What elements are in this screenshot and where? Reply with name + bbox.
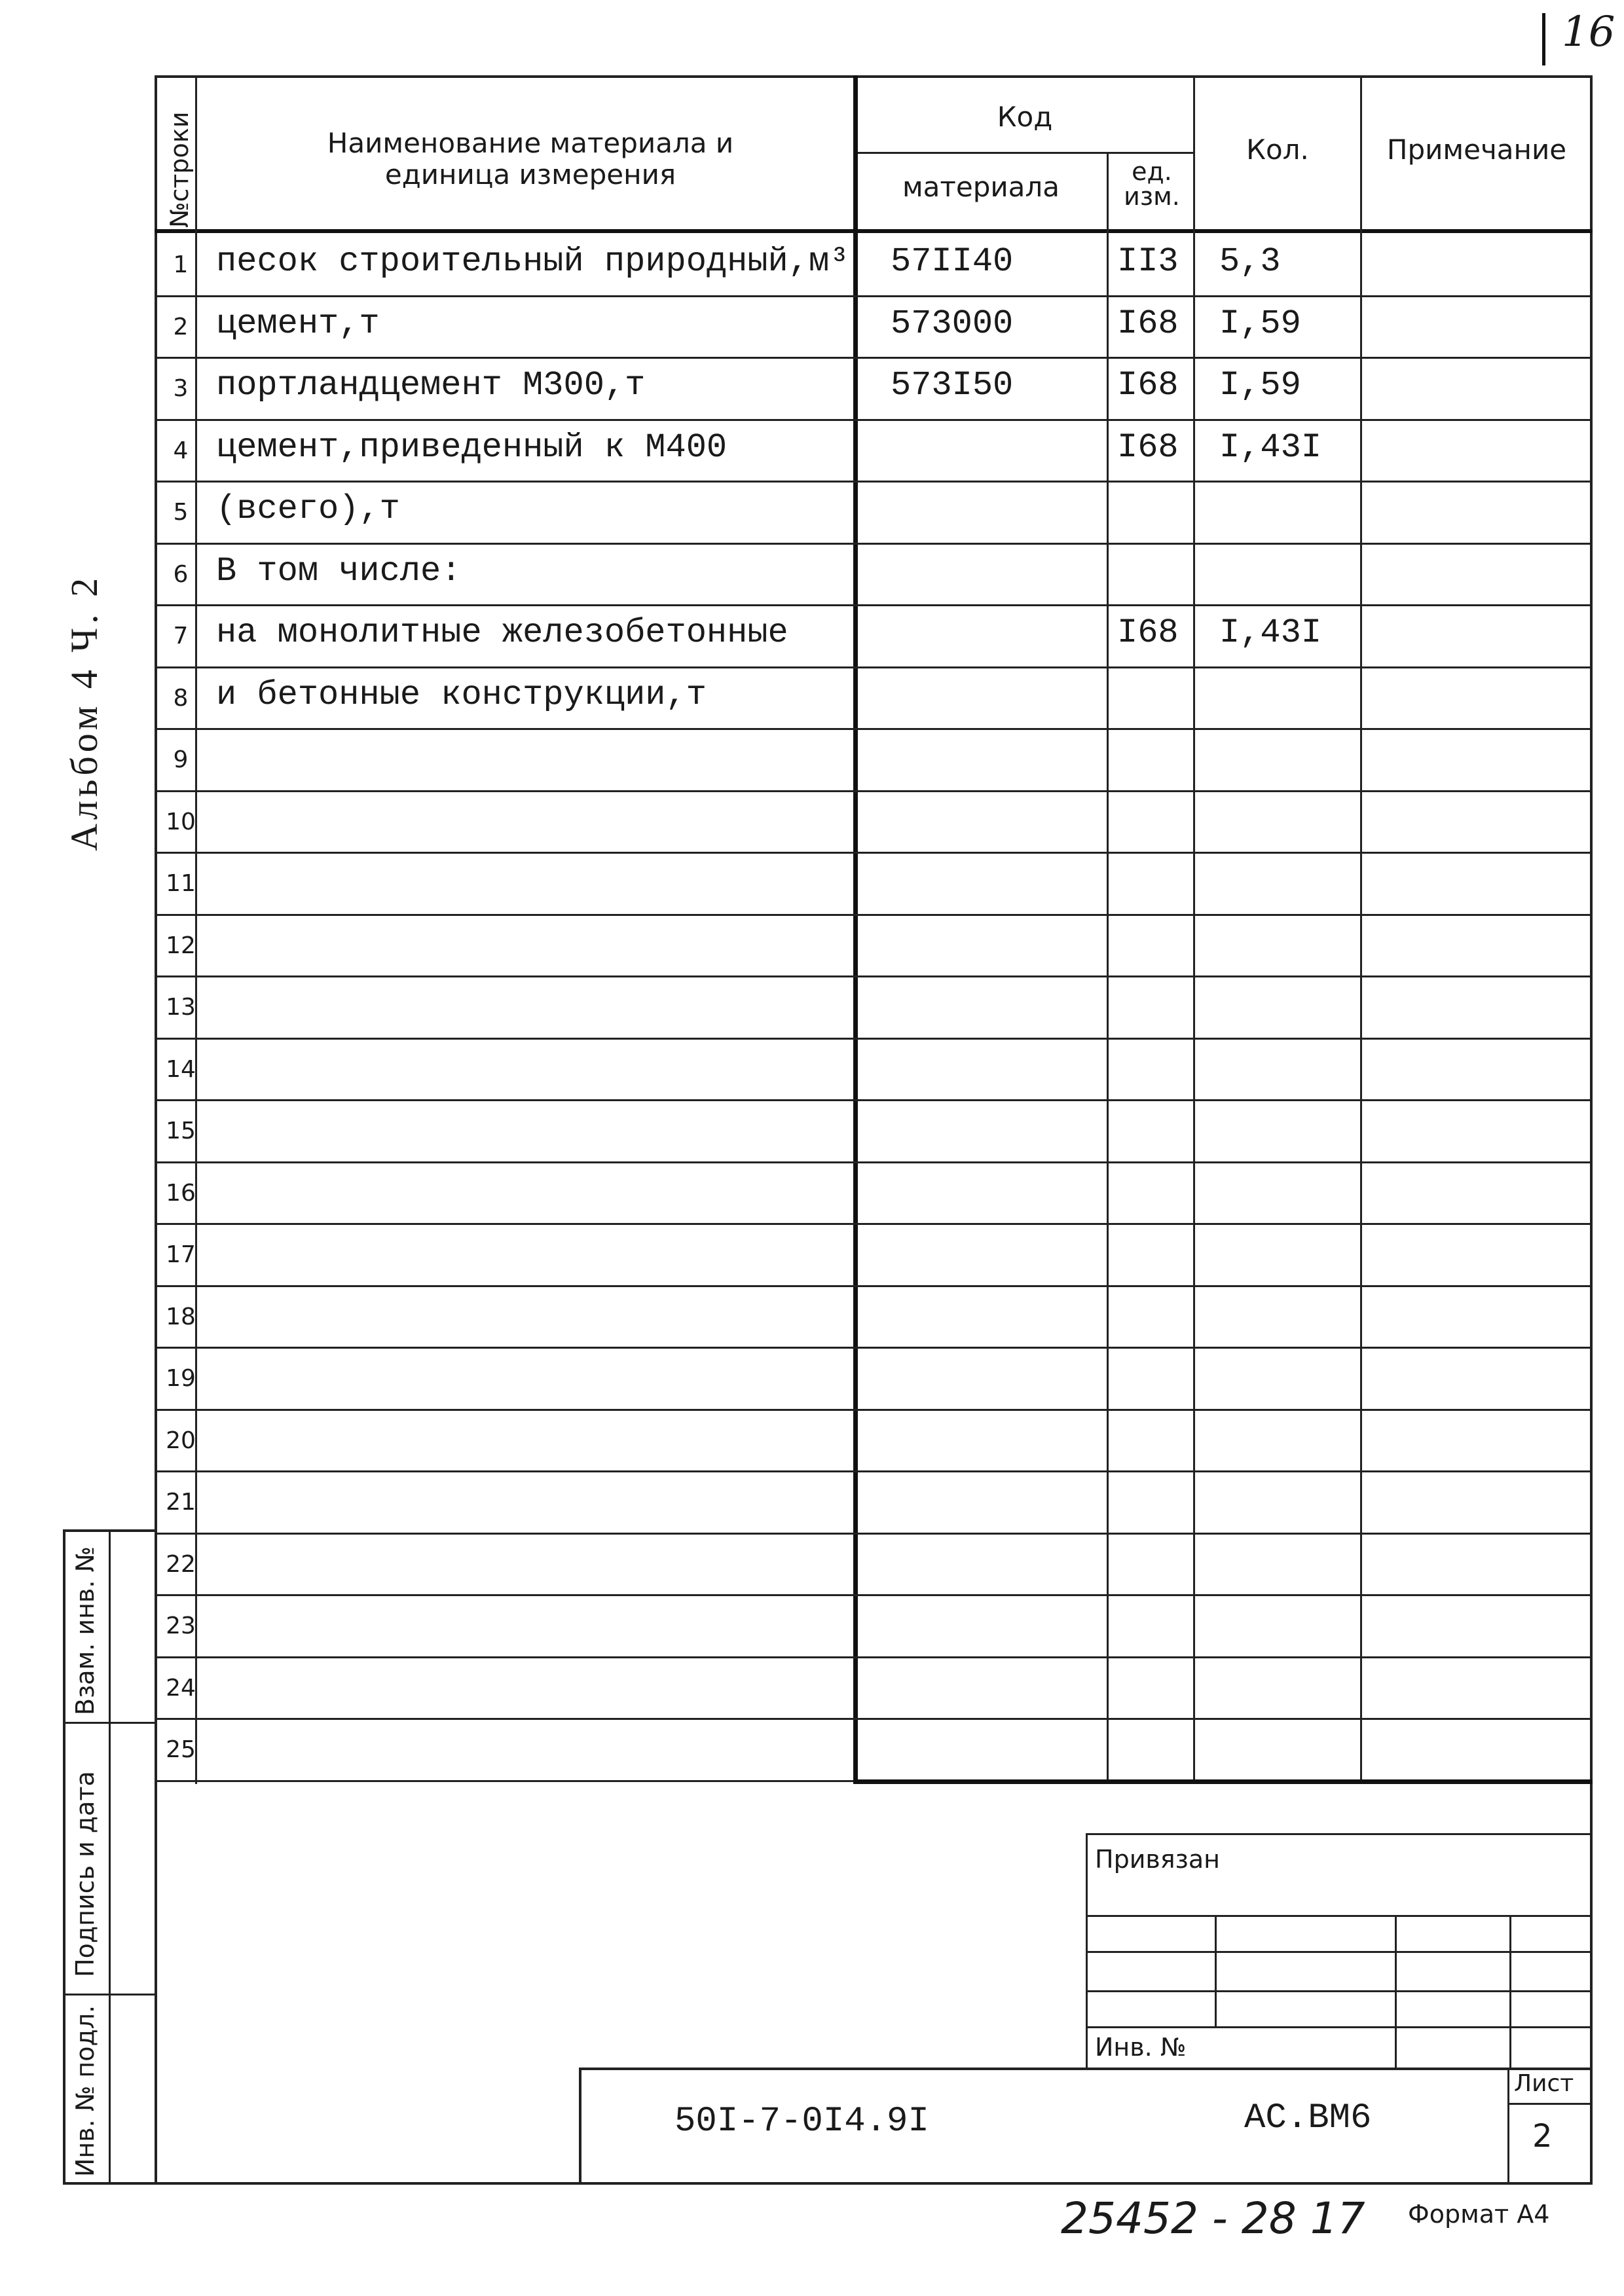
side-stamp-inv-podl: Инв. № подл. bbox=[71, 2005, 100, 2177]
row-number: 2 bbox=[173, 314, 189, 340]
privyazan-grid-3 bbox=[1087, 1990, 1593, 1992]
table-row bbox=[155, 1038, 1593, 1100]
header-unit: ед. изм. bbox=[1124, 157, 1180, 211]
material-code-cell: 57II40 bbox=[891, 242, 1014, 281]
table-row bbox=[155, 914, 1593, 976]
table-row bbox=[155, 1285, 1593, 1347]
header-code: Код bbox=[997, 101, 1053, 133]
table-row bbox=[155, 975, 1593, 1038]
unit-code-cell: I68 bbox=[1117, 428, 1179, 467]
sheet-label-line bbox=[1507, 2103, 1593, 2105]
privyazan-grid-1 bbox=[1087, 1915, 1593, 1917]
privyazan-top-line bbox=[1087, 1833, 1593, 1835]
table-row bbox=[155, 1718, 1593, 1780]
unit-code-cell: II3 bbox=[1117, 242, 1179, 281]
side-stamp-divider bbox=[109, 1529, 111, 2185]
unit-code-cell: I68 bbox=[1117, 613, 1179, 652]
side-stamp-line-1 bbox=[63, 1722, 157, 1724]
header-row-number: №строки bbox=[165, 111, 194, 228]
material-name-cell: В том числе: bbox=[216, 552, 462, 591]
privyazan-col-3 bbox=[1509, 1915, 1511, 2068]
table-row bbox=[155, 1409, 1593, 1471]
privyazan-left-line bbox=[1086, 1833, 1088, 2068]
quantity-cell: I,43I bbox=[1219, 613, 1322, 652]
material-name-cell: на монолитные железобетонные bbox=[216, 613, 788, 652]
quantity-cell: I,43I bbox=[1219, 428, 1322, 467]
material-name-cell: песок строительный природный,м³ bbox=[216, 242, 850, 281]
header-qty: Кол. bbox=[1246, 134, 1309, 166]
unit-code-cell: I68 bbox=[1117, 366, 1179, 405]
quantity-cell: I,59 bbox=[1219, 304, 1301, 343]
row-number: 1 bbox=[173, 251, 189, 278]
table-bottom-line bbox=[853, 1779, 1593, 1784]
format-label: Формат А4 bbox=[1408, 2200, 1550, 2229]
row-number: 23 bbox=[166, 1613, 196, 1639]
material-name-cell: цемент,приведенный к М400 bbox=[216, 428, 728, 467]
material-name-cell: портландцемент М300,т bbox=[216, 366, 646, 405]
header-material: материала bbox=[902, 171, 1060, 203]
table-row bbox=[155, 790, 1593, 852]
row-number: 9 bbox=[173, 746, 189, 773]
row-number: 14 bbox=[166, 1056, 196, 1083]
quantity-cell: 5,3 bbox=[1219, 242, 1281, 281]
sheet-number: 2 bbox=[1532, 2118, 1553, 2155]
side-stamp-line-2 bbox=[63, 1994, 157, 1995]
table-row bbox=[155, 1161, 1593, 1224]
table-row bbox=[155, 1656, 1593, 1719]
material-name-cell: (всего),т bbox=[216, 490, 400, 528]
table-row bbox=[155, 1099, 1593, 1161]
album-label: Альбом 4 Ч. 2 bbox=[63, 574, 105, 851]
row-number: 16 bbox=[166, 1180, 196, 1207]
material-name-cell: и бетонные конструкции,т bbox=[216, 676, 707, 714]
table-row bbox=[155, 1223, 1593, 1285]
side-stamp-vzam: Взам. инв. № bbox=[71, 1546, 100, 1715]
handwritten-number: 25452 - 28 17 bbox=[1061, 2193, 1365, 2244]
table-row bbox=[155, 852, 1593, 914]
quantity-cell: I,59 bbox=[1219, 366, 1301, 405]
row-number: 19 bbox=[166, 1365, 196, 1392]
row-number: 5 bbox=[173, 499, 189, 526]
material-code-cell: 573000 bbox=[891, 304, 1014, 343]
row-number: 4 bbox=[173, 437, 189, 464]
row-number: 21 bbox=[166, 1489, 196, 1516]
privyazan-col-1 bbox=[1215, 1915, 1217, 2026]
material-name-cell: цемент,т bbox=[216, 304, 380, 343]
privyazan-grid-4 bbox=[1087, 2026, 1593, 2028]
row-number: 13 bbox=[166, 994, 196, 1021]
page-number: 16 bbox=[1562, 8, 1615, 56]
side-stamp-signature-date: Подпись и дата bbox=[71, 1771, 100, 1977]
code-subheader-line bbox=[855, 152, 1194, 154]
table-row bbox=[155, 728, 1593, 790]
header-name: Наименование материала и единица измерения bbox=[327, 127, 734, 191]
row-number: 15 bbox=[166, 1118, 196, 1144]
row-number: 25 bbox=[166, 1736, 196, 1763]
row-number: 22 bbox=[166, 1551, 196, 1578]
row-number: 18 bbox=[166, 1303, 196, 1330]
table-row bbox=[155, 1533, 1593, 1595]
inv-no-label: Инв. № bbox=[1095, 2033, 1187, 2062]
page-number-divider bbox=[1542, 13, 1545, 65]
row-number: 10 bbox=[166, 809, 196, 835]
table-row bbox=[155, 1470, 1593, 1533]
document-code: 50I-7-0I4.9I bbox=[674, 2102, 929, 2141]
row-number: 17 bbox=[166, 1241, 196, 1268]
row-number: 11 bbox=[166, 870, 196, 897]
sheet-label: Лист bbox=[1514, 2070, 1574, 2097]
row-number: 24 bbox=[166, 1675, 196, 1702]
row-number: 7 bbox=[173, 623, 189, 649]
table-row bbox=[155, 1347, 1593, 1409]
row-number: 6 bbox=[173, 561, 189, 588]
row-number: 20 bbox=[166, 1427, 196, 1454]
table-row bbox=[155, 1594, 1593, 1656]
row-number: 8 bbox=[173, 685, 189, 712]
row-number: 3 bbox=[173, 375, 189, 402]
privyazan-grid-2 bbox=[1087, 1951, 1593, 1953]
header-note: Примечание bbox=[1386, 134, 1567, 166]
privyazan-col-2 bbox=[1395, 1915, 1397, 2068]
material-code-cell: 573I50 bbox=[891, 366, 1014, 405]
document-mark: АС.ВМ6 bbox=[1244, 2098, 1372, 2138]
unit-code-cell: I68 bbox=[1117, 304, 1179, 343]
sheet-divider bbox=[1507, 2068, 1509, 2185]
privyazan-label: Привязан bbox=[1095, 1845, 1220, 1874]
row-number: 12 bbox=[166, 932, 196, 959]
